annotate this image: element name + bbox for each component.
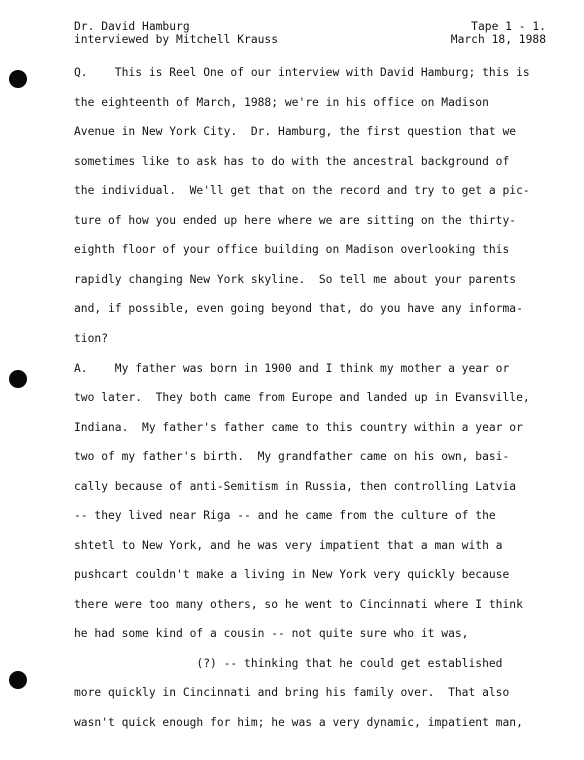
- transcript-line: A. My father was born in 1900 and I think my mother a year or: [74, 362, 510, 375]
- header-left: [74, 20, 278, 46]
- transcript-line: Avenue in New York City. Dr. Hamburg, the first question that we: [74, 125, 517, 138]
- transcript-line: shtetl to New York, and he was very impatient that a man with a: [74, 539, 503, 552]
- tape-number: Tape 1 - 1.: [471, 20, 546, 33]
- transcript-line: -- they lived near Riga -- and he came from the culture of the: [74, 509, 496, 522]
- transcript-line: pushcart couldn't make a living in New York very quickly because: [74, 568, 510, 581]
- transcript-line: rapidly changing New York skyline. So tell me about your parents: [74, 273, 517, 286]
- transcript-line: the eighteenth of March, 1988; we're in his office on Madison: [74, 96, 489, 109]
- transcript-line: (?) -- thinking that he could get established: [74, 657, 503, 670]
- transcript-line: Q. This is Reel One of our interview with David Hamburg; this is: [74, 66, 530, 79]
- transcript-line: wasn't quick enough for him; he was a very dynamic, impatient man,: [74, 716, 523, 729]
- transcript-line: the individual. We'll get that on the record and try to get a pic-: [74, 184, 530, 197]
- transcript-line: tion?: [74, 332, 109, 345]
- transcript-line: he had some kind of a cousin -- not quite sure who it was,: [74, 627, 469, 640]
- transcript-line: and, if possible, even going beyond that, do you have any informa-: [74, 302, 523, 315]
- transcript-line: cally because of anti-Semitism in Russia, then controlling Latvia: [74, 480, 517, 493]
- interviewer-credit: interviewed by Mitchell Krauss: [74, 33, 279, 46]
- binder-hole: [9, 671, 27, 689]
- transcript-line: Indiana. My father's father came to this country within a year or: [74, 421, 523, 434]
- transcript-line: two later. They both came from Europe and landed up in Evansville,: [74, 391, 530, 404]
- binder-hole: [9, 370, 27, 388]
- transcript-line: two of my father's birth. My grandfather came on his own, basi-: [74, 450, 510, 463]
- transcript-line: there were too many others, so he went to Cincinnati where I think: [74, 598, 523, 611]
- binder-hole: [9, 70, 27, 88]
- header-right: [451, 20, 546, 46]
- transcript-line: ture of how you ended up here where we are sitting on the thirty-: [74, 214, 517, 227]
- interviewee-name: Dr. David Hamburg: [74, 20, 190, 33]
- interview-date: March 18, 1988: [450, 33, 546, 46]
- transcript-line: eighth floor of your office building on Madison overlooking this: [74, 243, 510, 256]
- transcript-line: more quickly in Cincinnati and bring his family over. That also: [74, 686, 510, 699]
- transcript-line: sometimes like to ask has to do with the ancestral background of: [74, 155, 510, 168]
